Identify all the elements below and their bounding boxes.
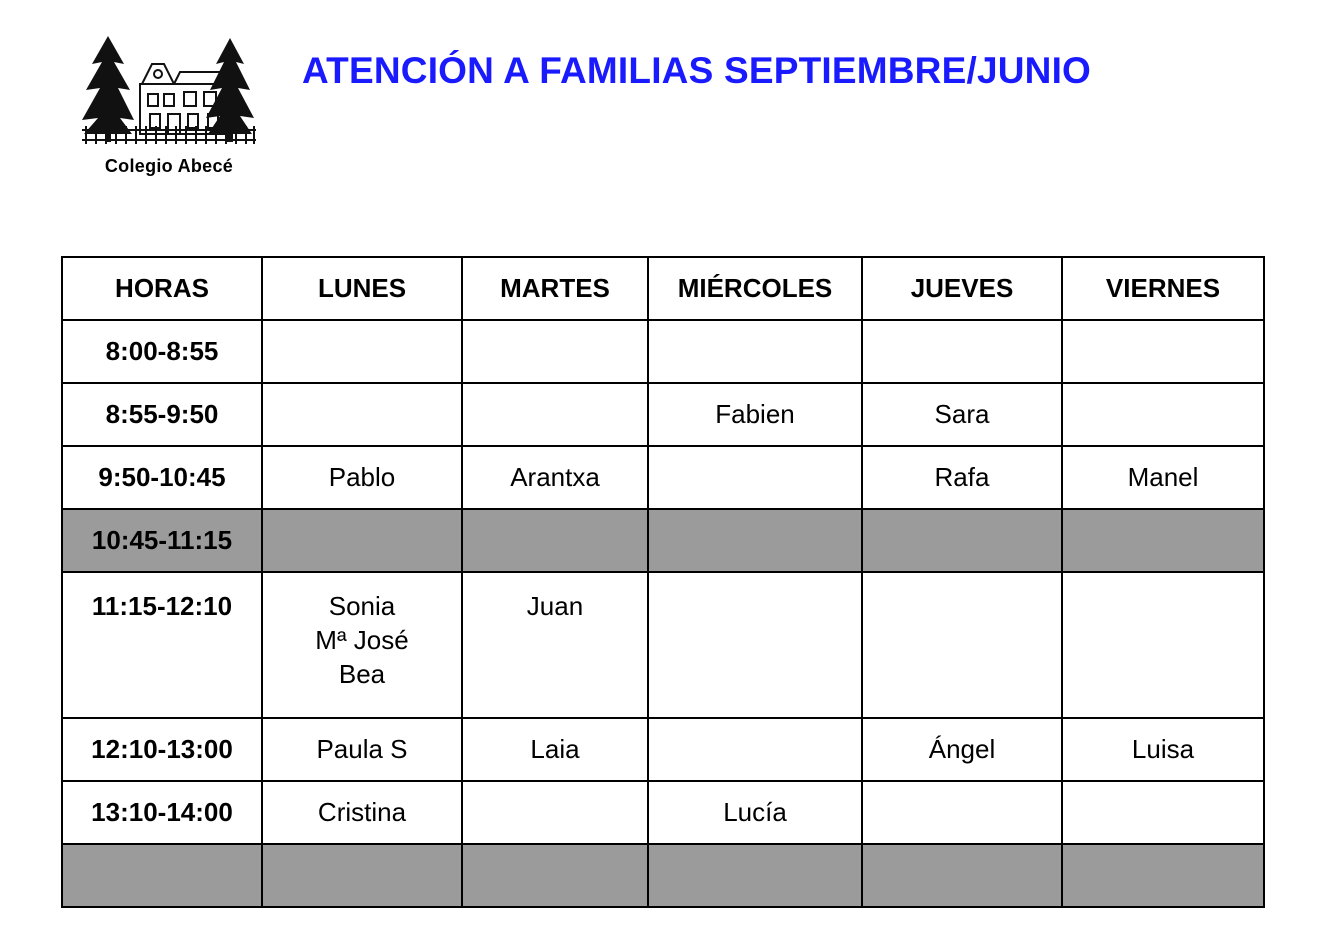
table-cell: Rafa <box>862 446 1062 509</box>
table-row <box>62 572 1264 718</box>
table-cell: Cristina <box>262 781 462 844</box>
table-cell <box>262 320 462 383</box>
hour-cell: 8:00-8:55 <box>62 320 262 383</box>
table-cell <box>462 383 648 446</box>
hour-cell: 11:15-12:10 <box>62 572 262 718</box>
table-cell <box>862 320 1062 383</box>
table-cell <box>648 509 862 572</box>
table-cell: Manel <box>1062 446 1264 509</box>
hour-cell: 8:55-9:50 <box>62 383 262 446</box>
table-cell: Laia <box>462 718 648 781</box>
table-cell <box>862 844 1062 907</box>
table-row <box>62 781 1264 844</box>
table-cell <box>1062 509 1264 572</box>
table-cell <box>862 509 1062 572</box>
table-cell: Paula S <box>262 718 462 781</box>
table-cell <box>1062 320 1264 383</box>
table-cell <box>648 572 862 718</box>
table-cell <box>648 446 862 509</box>
table-row <box>62 718 1264 781</box>
table-cell <box>648 320 862 383</box>
school-building-icon <box>80 34 258 154</box>
table-cell: Arantxa <box>462 446 648 509</box>
schedule-table <box>61 256 1265 908</box>
table-cell <box>1062 781 1264 844</box>
hour-cell: 9:50-10:45 <box>62 446 262 509</box>
table-cell <box>462 844 648 907</box>
cell-line: Mª José <box>315 625 409 655</box>
school-logo <box>80 34 258 184</box>
table-cell: Sara <box>862 383 1062 446</box>
table-cell <box>262 383 462 446</box>
hour-cell <box>62 844 262 907</box>
header-jueves: JUEVES <box>862 257 1062 320</box>
table-cell <box>462 509 648 572</box>
table-cell: Lucía <box>648 781 862 844</box>
header-viernes: VIERNES <box>1062 257 1264 320</box>
header-miercoles: MIÉRCOLES <box>648 257 862 320</box>
table-cell: Ángel <box>862 718 1062 781</box>
table-cell <box>648 844 862 907</box>
header-martes: MARTES <box>462 257 648 320</box>
table-cell <box>462 781 648 844</box>
table-cell: Luisa <box>1062 718 1264 781</box>
table-row-break <box>62 844 1264 907</box>
table-cell <box>262 572 462 718</box>
table-cell: Fabien <box>648 383 862 446</box>
hour-cell: 10:45-11:15 <box>62 509 262 572</box>
table-cell <box>862 572 1062 718</box>
table-row <box>62 320 1264 383</box>
table-cell <box>262 844 462 907</box>
table-cell <box>1062 844 1264 907</box>
header-horas: HORAS <box>62 257 262 320</box>
table-cell: Juan <box>462 572 648 718</box>
table-cell <box>462 320 648 383</box>
cell-line: Sonia <box>328 591 396 621</box>
header-lunes: LUNES <box>262 257 462 320</box>
cell-line: Bea <box>338 659 386 689</box>
hour-cell: 13:10-14:00 <box>62 781 262 844</box>
table-row-break <box>62 509 1264 572</box>
table-row <box>62 446 1264 509</box>
table-cell <box>862 781 1062 844</box>
table-row <box>62 383 1264 446</box>
logo-caption: Colegio Abecé <box>104 156 234 176</box>
hour-cell: 12:10-13:00 <box>62 718 262 781</box>
page-title: ATENCIÓN A FAMILIAS SEPTIEMBRE/JUNIO <box>302 50 1092 91</box>
table-cell <box>648 718 862 781</box>
table-cell <box>262 509 462 572</box>
table-cell: Pablo <box>262 446 462 509</box>
header-row <box>62 257 1264 320</box>
table-cell <box>1062 383 1264 446</box>
table-cell <box>1062 572 1264 718</box>
